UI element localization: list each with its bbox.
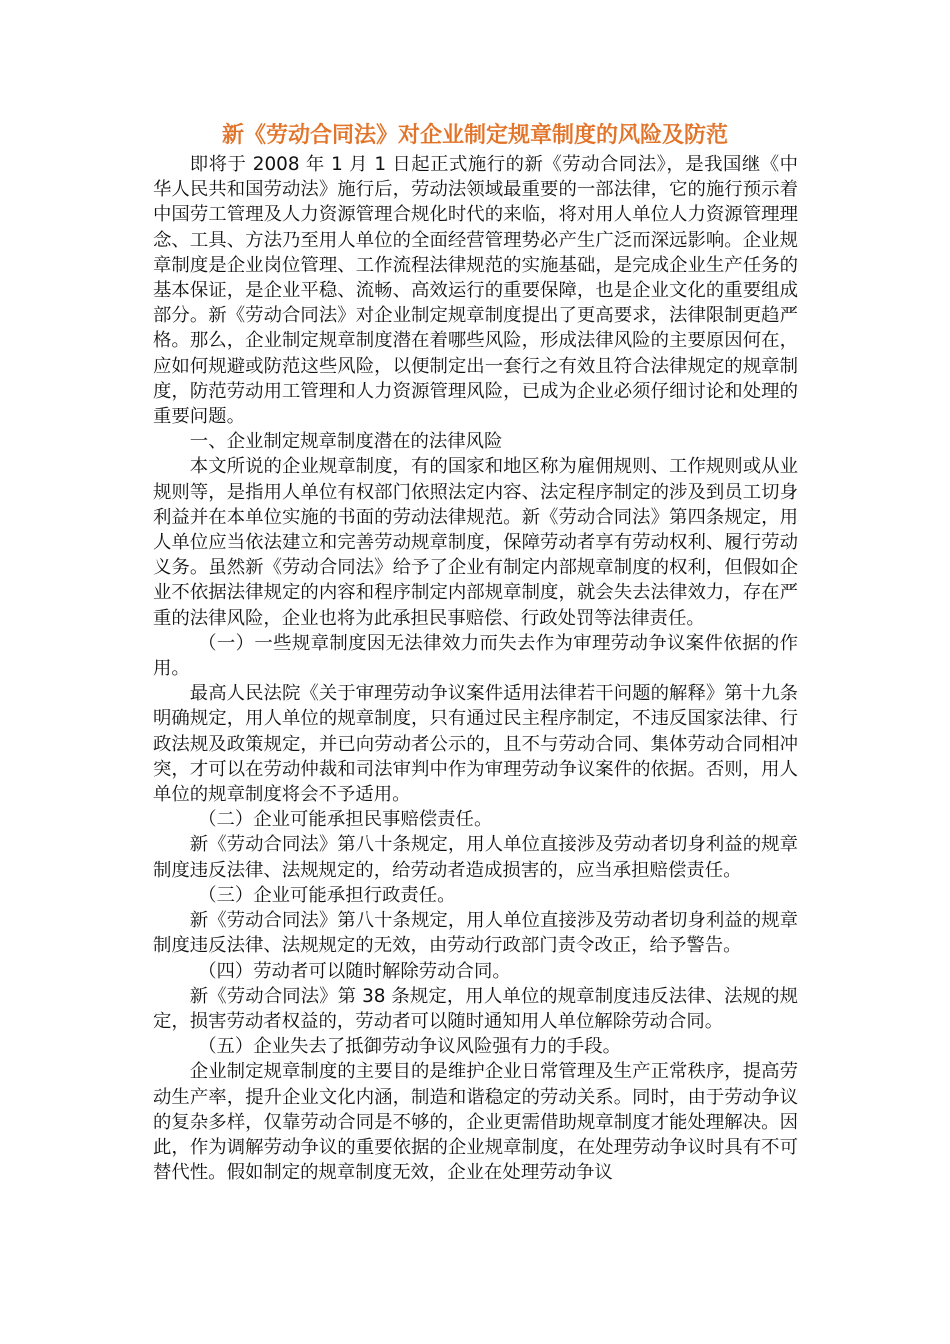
- subheading-5: （五）企业失去了抵御劳动争议风险强有力的手段。: [198, 1036, 622, 1058]
- body-paragraph: 新《劳动合同法》第八十条规定，用人单位直接涉及劳动者切身利益的规章制度违反法律、法规规定的无效，由劳动行政部门责令改正，给予警告。: [153, 910, 798, 957]
- body-paragraph: 最高人民法院《关于审理劳动争议案件适用法律若干问题的解释》第十九条明确规定，用人单位的规章制度，只有通过民主程序制定，不违反国家法律、行政法规及政策规定，并已向劳动者公示的，且不与劳动合同、集体劳动合同相冲突，才可以在劳动仲裁和司法审判中作为审理劳动争议案件的依据。否则，用人单位的规章制度将会不予适用。: [153, 683, 798, 806]
- body-paragraph: 新《劳动合同法》第八十条规定，用人单位直接涉及劳动者切身利益的规章制度违反法律、法规规定的，给劳动者造成损害的，应当承担赔偿责任。: [153, 834, 798, 881]
- section-heading-1: 一、企业制定规章制度潜在的法律风险: [189, 431, 503, 453]
- body-paragraph: 企业制定规章制度的主要目的是维护企业日常管理及生产正常秩序，提高劳动生产率，提升企业文化内涵，制造和谐稳定的劳动关系。同时，由于劳动争议的复杂多样，仅靠劳动合同是不够的，企业更需借助规章制度才能处理解决。因此，作为调解劳动争议的重要依据的企业规章制度，在处理劳动争议时具有不可替代性。假如制定的规章制度无效，企业在处理劳动争议: [153, 1061, 798, 1184]
- body-paragraph: 新《劳动合同法》第 38 条规定，用人单位的规章制度违反法律、法规的规定，损害劳动者权益的，劳动者可以随时通知用人单位解除劳动合同。: [153, 985, 798, 1032]
- subheading-3: （三）企业可能承担行政责任。: [198, 884, 456, 906]
- body-paragraph: 本文所说的企业规章制度，有的国家和地区称为雇佣规则、工作规则或从业规则等，是指用人单位有权部门依照法定内容、法定程序制定的涉及到员工切身利益并在本单位实施的书面的劳动法律规范。新《劳动合同法》第四条规定，用人单位应当依法建立和完善劳动规章制度，保障劳动者享有劳动权利、履行劳动义务。虽然新《劳动合同法》给予了企业有制定内部规章制度的权利，但假如企业不依据法律规定的内容和程序制定内部规章制度，就会失去法律效力，存在严重的法律风险，企业也将为此承担民事赔偿、行政处罚等法律责任。: [153, 456, 798, 629]
- subheading-2: （二）企业可能承担民事赔偿责任。: [198, 809, 493, 831]
- intro-paragraph: 即将于 2008 年 1 月 1 日起正式施行的新《劳动合同法》，是我国继《中华人民共和国劳动法》施行后，劳动法领域最重要的一部法律，它的施行预示着中国劳工管理及人力资源管理合规化时代的来临，将对用人单位人力资源管理理念、工具、方法乃至用人单位的全面经营管理势必产生广泛而深远影响。企业规章制度是企业岗位管理、工作流程法律规范的实施基础，是完成企业生产任务的基本保证，是企业平稳、流畅、高效运行的重要保障，也是企业文化的重要组成部分。新《劳动合同法》对企业制定规章制度提出了更高要求，法律限制更趋严格。那么，企业制定规章制度潜在着哪些风险，形成法律风险的主要原因何在，应如何规避或防范这些风险，以便制定出一套行之有效且符合法律规定的规章制度，防范劳动用工管理和人力资源管理风险，已成为企业必须仔细讨论和处理的重要问题。: [153, 154, 798, 428]
- subheading-4: （四）劳动者可以随时解除劳动合同。: [198, 960, 511, 982]
- document-title: 新《劳动合同法》对企业制定规章制度的风险及防范: [221, 123, 728, 148]
- document-body: [153, 152, 798, 1185]
- subheading-1: （一）一些规章制度因无法律效力而失去作为审理劳动争议案件依据的作用。: [153, 632, 798, 680]
